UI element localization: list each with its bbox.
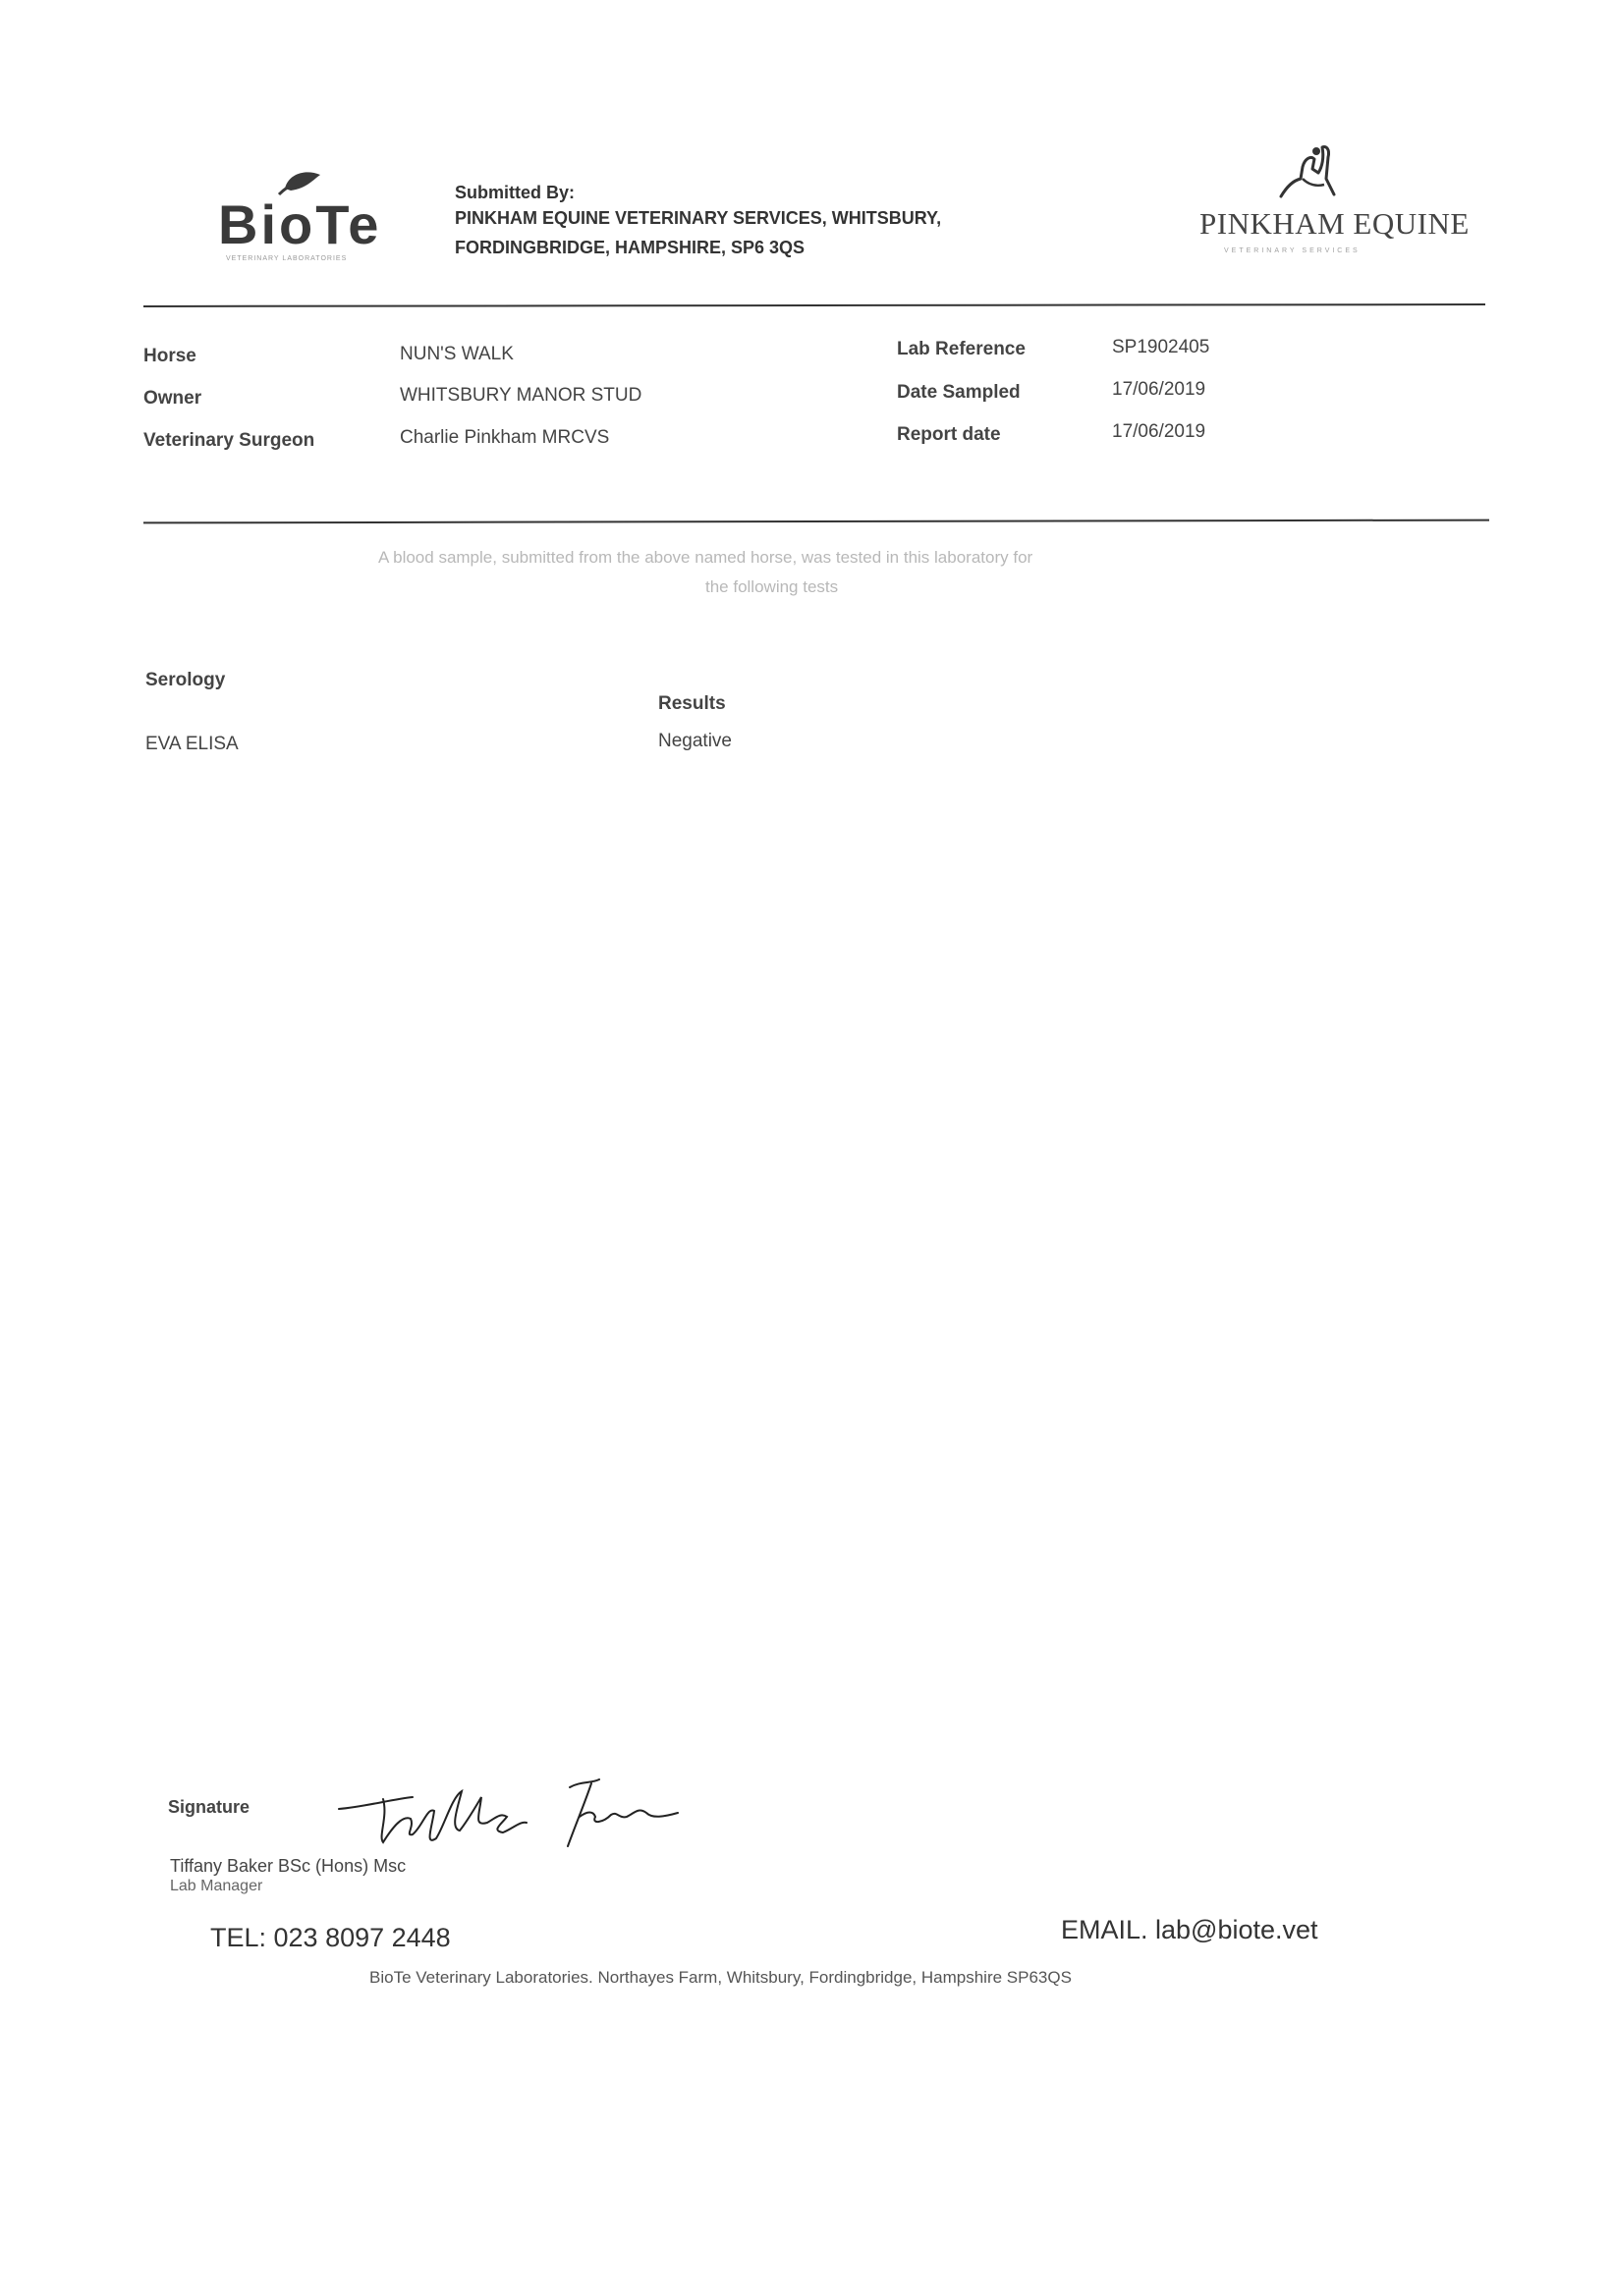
owner-label: Owner — [143, 388, 202, 409]
lab-reference-label: Lab Reference — [897, 339, 1026, 359]
horse-rider-icon — [1273, 137, 1342, 202]
header-divider — [143, 303, 1485, 307]
report-date-label: Report date — [897, 424, 1001, 445]
date-sampled-value: 17/06/2019 — [1112, 379, 1206, 400]
horse-value: NUN'S WALK — [400, 344, 514, 364]
biote-tagline: VETERINARY LABORATORIES — [226, 255, 348, 262]
email-address: EMAIL. lab@biote.vet — [1061, 1915, 1318, 1944]
biote-logo — [218, 167, 397, 265]
handwritten-signature — [334, 1768, 717, 1856]
details-divider — [143, 519, 1489, 524]
vet-surgeon-label: Veterinary Surgeon — [143, 430, 315, 451]
pinkham-equine-logo — [1195, 137, 1470, 265]
test-result: Negative — [658, 731, 732, 751]
telephone: TEL: 023 8097 2448 — [210, 1923, 451, 1952]
serology-section-label: Serology — [145, 670, 226, 690]
submitted-by-line-1: PINKHAM EQUINE VETERINARY SERVICES, WHITSBURY, — [455, 208, 942, 228]
vet-surgeon-value: Charlie Pinkham MRCVS — [400, 427, 610, 448]
notice-line-2: the following tests — [705, 577, 839, 596]
lab-reference-value: SP1902405 — [1112, 337, 1210, 357]
test-name: EVA ELISA — [145, 734, 239, 754]
submitted-by-line-2: FORDINGBRIDGE, HAMPSHIRE, SP6 3QS — [455, 238, 806, 257]
signer-name: Tiffany Baker BSc (Hons) Msc — [170, 1856, 407, 1876]
report-date-value: 17/06/2019 — [1112, 421, 1206, 442]
signature-label: Signature — [168, 1797, 250, 1817]
notice-line-1: A blood sample, submitted from the above named horse, was tested in this laboratory for — [378, 548, 1033, 567]
pinkham-tagline: VETERINARY SERVICES — [1224, 247, 1361, 254]
submitted-by-label: Submitted By: — [455, 183, 576, 202]
signer-role: Lab Manager — [170, 1878, 263, 1894]
date-sampled-label: Date Sampled — [897, 382, 1021, 403]
owner-value: WHITSBURY MANOR STUD — [400, 385, 642, 406]
lab-address: BioTe Veterinary Laboratories. Northayes Farm, Whitsbury, Fordingbridge, Hampshire SP63QS — [369, 1968, 1072, 1987]
horse-label: Horse — [143, 346, 196, 366]
pinkham-logo-text: PINKHAM EQUINE — [1199, 206, 1470, 241]
biote-logo-text: BioTe — [218, 193, 382, 255]
results-header: Results — [658, 693, 726, 714]
